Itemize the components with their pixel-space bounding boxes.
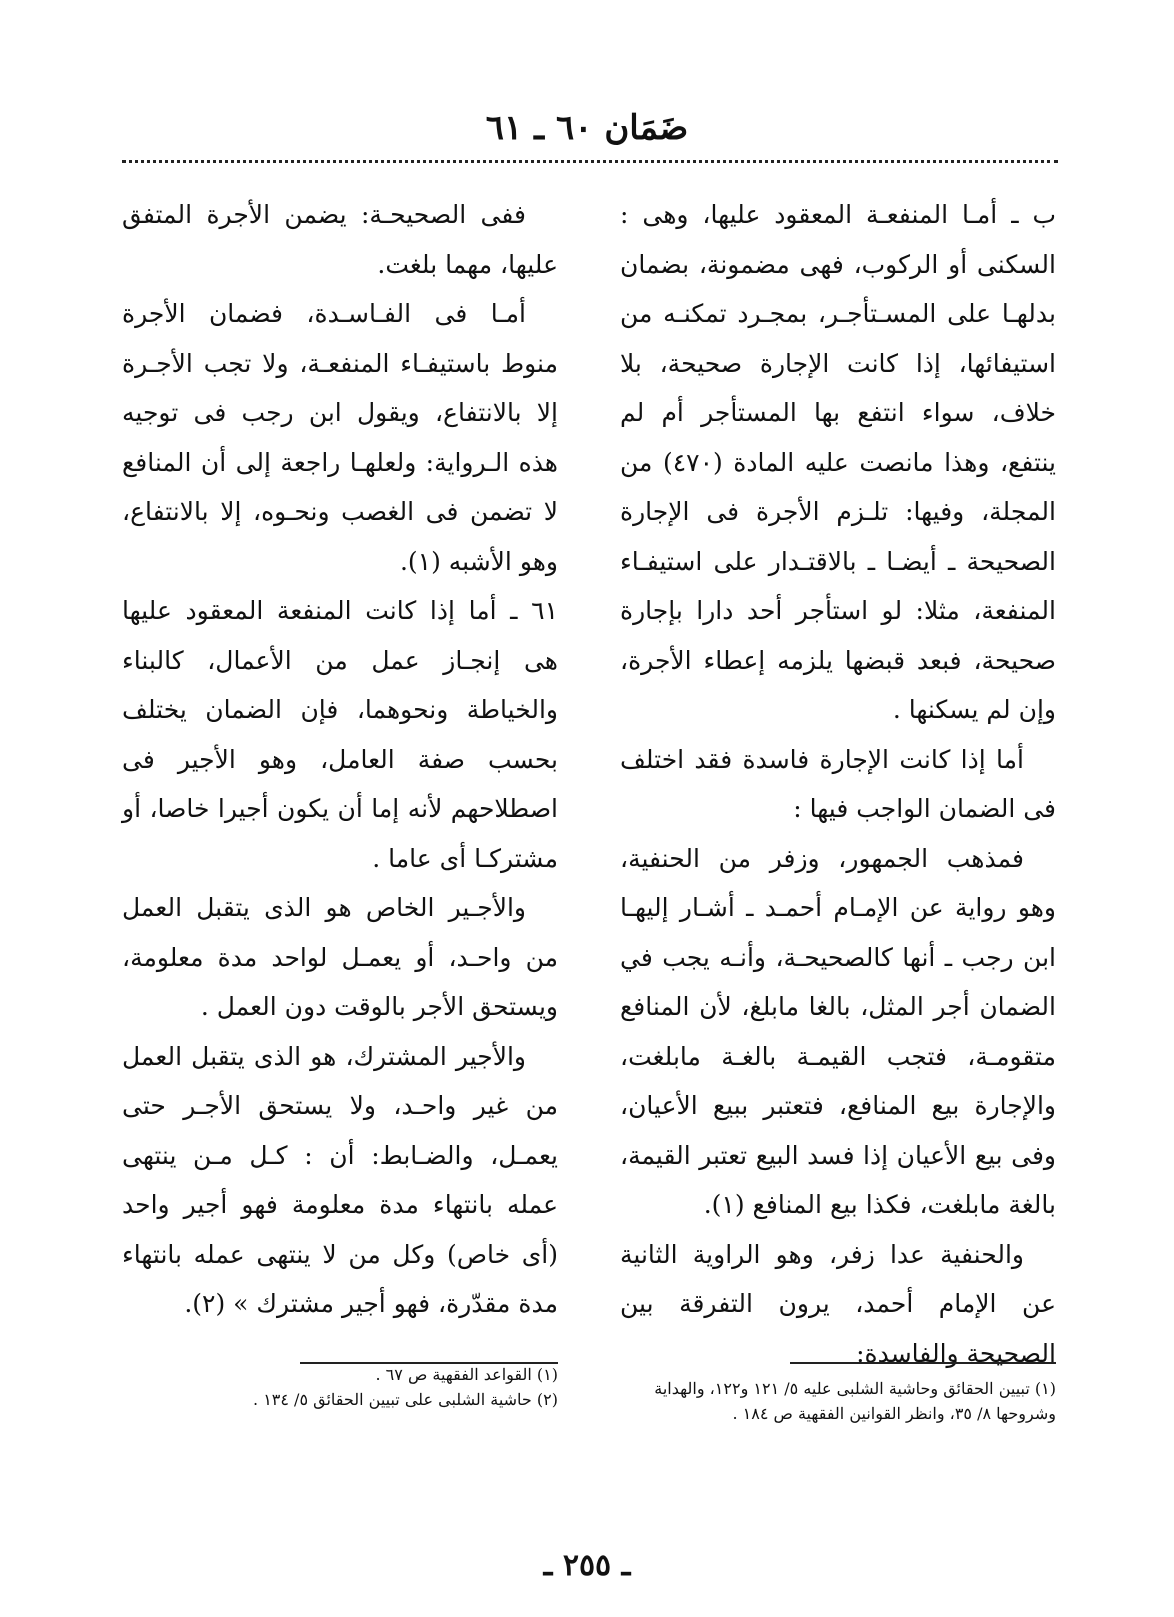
paragraph: أمـا فى الفـاسـدة، فضمان الأجرة منوط باستيفـاء المنفعـة، ولا تجب الأجـرة إلا بالانتفاع، ويقول ابن رجب فى توجيه هذه الـرواية: ولعلهـا راجعة إلى أن المنافع لا تضمن فى الغصب ونحـوه، إلا بالانتفاع، وهو الأشبه (١). (122, 299, 558, 576)
footnotes-right (600, 1376, 1056, 1426)
paragraph: والأجير المشترك، هو الذى يتقبل العمل من غير واحـد، ولا يستحق الأجـر حتى يعمـل، والضـابط: أن : كـل مـن ينتهى عمله بانتهاء مدة معلومة فهو أجير واحد (أى خاص) وكل من لا ينتهى عمله بانتهاء مدة مقدّرة، فهو أجير مشترك » (٢). (122, 1041, 558, 1318)
left-text-column (122, 190, 558, 1329)
footnote-divider-right (790, 1362, 1056, 1364)
page-header-title: ضَمَان ٦٠ ـ ٦١ (485, 108, 689, 148)
paragraph: والأجـير الخاص هو الذى يتقبل العمل من واحـد، أو يعمـل لواحد مدة معلومة، ويستحق الأجر بالوقت دون العمل . (122, 893, 558, 1021)
footnotes-left (200, 1362, 558, 1412)
paragraph: والحنفية عدا زفر، وهو الراوية الثانية عن الإمام أحمد، يرون التفرقة بين الصحيحة والفاسدة: (620, 1239, 1056, 1368)
paragraph: فمذهب الجمهور، وزفر من الحنفية، وهو رواية عن الإمـام أحمـد ـ أشـار إليهـا ابن رجب ـ أنها كالصحيحـة، وأنـه يجب في الضمان أجر المثل، بالغا مابلغ، لأن المنافع متقومـة، فتجب القيمـة بالغـة مابلغت، والإجارة بيع المنافع، فتعتبر ببيع الأعيان، وفى بيع الأعيان إذا فسد البيع تعتبر القيمة، بالغة مابلغت، فكذا بيع المنافع (١). (620, 843, 1056, 1219)
section-paragraph: ٦١ ـ أما إذا كانت المنفعة المعقود عليها هى إنجـاز عمل من الأعمال، كالبناء والخياطة ونحوهما، فإن الضمان يختلف بحسب صفة العامل، وهو الأجير فى اصطلاحهم لأنه إما أن يكون أجيرا خاصا، أو مشتركـا أى عاما . (122, 596, 558, 873)
footnote: (٢) حاشية الشلبى على تبيين الحقائق ٥/ ١٣٤ . (253, 1390, 558, 1409)
right-text-column (620, 190, 1056, 1378)
paragraph: ففى الصحيحـة: يضمن الأجرة المتفق عليها، مهما بلغت. (122, 200, 558, 279)
paragraph: أما إذا كانت الإجارة فاسدة فقد اختلف فى الضمان الواجب فيها : (620, 744, 1056, 823)
footnote: (١) تبيين الحقائق وحاشية الشلبى عليه ٥/ ١٢١ و١٢٢، والهداية وشروحها ٨/ ٣٥، وانظر القوانين الفقهية ص ١٨٤ . (654, 1379, 1056, 1423)
page-number: ـ ٢٥٥ ـ (543, 1548, 631, 1583)
paragraph: ب ـ أمـا المنفعـة المعقود عليها، وهى : السكنى أو الركوب، فهى مضمونة، بضمان بدلهـا على المسـتأجـر، بمجـرد تمكنـه من استيفائها، إذا كانت الإجارة صحيحة، بلا خلاف، سواء انتفع بها المستأجر أم لم ينتفع، وهذا مانصت عليه المادة (٤٧٠) من المجلة، وفيها: تلـزم الأجرة فى الإجارة الصحيحة ـ أيضـا ـ بالاقتـدار على استيفـاء المنفعة، مثلا: لو استأجر أحد دارا بإجارة صحيحة، فبعد قبضها يلزمه إعطاء الأجرة، وإن لم يسكنها . (620, 200, 1057, 724)
footnote: (١) القواعد الفقهية ص ٦٧ . (375, 1365, 558, 1384)
header-dotted-divider (122, 160, 1058, 163)
